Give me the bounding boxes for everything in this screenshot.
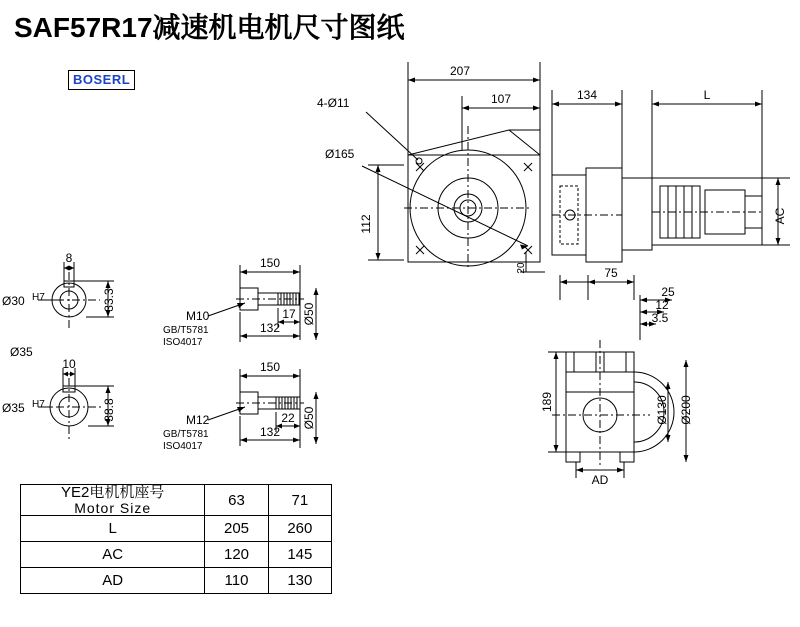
dim-3-5: 3.5 (651, 311, 669, 325)
dim-17: 17 (282, 307, 296, 321)
table-row (21, 485, 332, 516)
dim-10: 10 (62, 357, 76, 371)
dim-207: 207 (449, 64, 471, 78)
dim-AD: AD (591, 473, 609, 487)
table-cell: 130 (268, 568, 331, 594)
table-header-cell (21, 485, 205, 516)
dim-132-lower: 132 (259, 425, 281, 439)
dim-38-8: 38.8 (102, 398, 116, 422)
label-iso-lower: ISO4017 (163, 441, 203, 452)
dim-4xO11: 4-Ø11 (317, 96, 350, 110)
dim-112: 112 (359, 214, 373, 234)
table-row (21, 542, 332, 568)
table-cell: 205 (205, 516, 268, 542)
motor-size-table (20, 484, 332, 594)
dim-O200: Ø200 (679, 395, 693, 425)
dim-L: L (703, 88, 711, 102)
table-row (21, 516, 332, 542)
dim-20: 20 (516, 262, 527, 274)
dim-134: 134 (576, 88, 598, 102)
dim-150-lower: 150 (259, 360, 281, 374)
dim-O30h7: Ø30 (2, 294, 25, 308)
dim-150-upper: 150 (259, 256, 281, 270)
table-row-label: L (21, 516, 205, 542)
label-iso-upper: ISO4017 (163, 337, 203, 348)
page-title: SAF57R17减速机电机尺寸图纸 (14, 12, 405, 43)
dim-O50-lower: Ø50 (302, 406, 316, 430)
dim-O130: Ø130 (655, 395, 669, 425)
table-cell: 110 (205, 568, 268, 594)
dim-O35h7: Ø35 (2, 401, 25, 415)
dim-75: 75 (604, 266, 618, 280)
label-gb-upper: GB/T5781 (163, 325, 209, 336)
dim-25: 25 (661, 285, 675, 299)
table-cell: 260 (268, 516, 331, 542)
label-M10: M10 (186, 309, 210, 323)
table-cell: 120 (205, 542, 268, 568)
label-gb-lower: GB/T5781 (163, 429, 209, 440)
table-header-label-cn: YE2电机机座号 (61, 484, 165, 501)
table-cell: 145 (268, 542, 331, 568)
dim-8: 8 (65, 251, 73, 265)
dim-O30h7-sup: H7 (32, 292, 45, 303)
dim-12: 12 (655, 298, 669, 312)
table-header-label-en: Motor Size (74, 499, 152, 516)
dim-22: 22 (281, 411, 295, 425)
table-row-label: AC (21, 542, 205, 568)
dim-33-3: 33.3 (102, 288, 116, 312)
dim-132-upper: 132 (259, 321, 281, 335)
dim-O35h7-sup: H7 (32, 399, 45, 410)
table-cell: 63 (205, 485, 268, 516)
dim-O35: Ø35 (10, 345, 33, 359)
brand-logo: BOSERL (68, 70, 135, 90)
dim-189: 189 (540, 391, 554, 413)
table-cell: 71 (268, 485, 331, 516)
dim-O165: Ø165 (325, 147, 355, 161)
dim-107: 107 (490, 92, 512, 106)
label-M12: M12 (186, 413, 210, 427)
table-row-label: AD (21, 568, 205, 594)
dim-AC: AC (773, 207, 787, 225)
table-row (21, 568, 332, 594)
dim-O50-upper: Ø50 (302, 302, 316, 326)
